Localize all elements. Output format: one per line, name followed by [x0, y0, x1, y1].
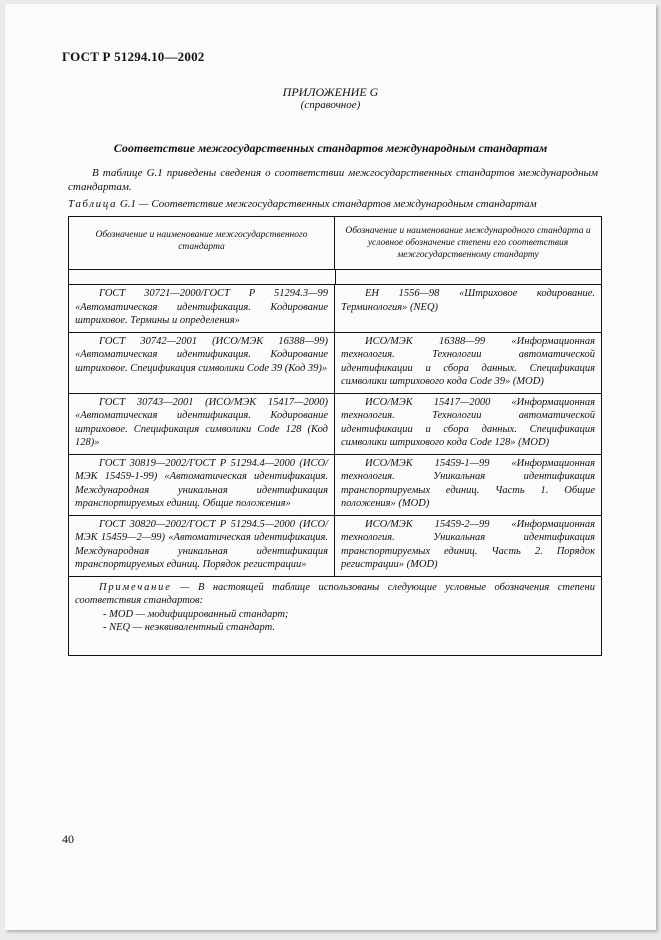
national-standard-cell: ГОСТ 30819—2002/ГОСТ Р 51294.4—2000 (ИСО/МЭК 15459-1-99) «Автоматическая идентификация. Международная уникальная идентификация транспортируемых единиц. Общие положения»	[69, 455, 335, 515]
document-page	[5, 4, 656, 930]
document-code: ГОСТ Р 51294.10—2002	[62, 49, 205, 64]
column-header-international: Обозначение и наименование международного стандарта и условное обозначение степени его соответствия межгосударственному стандарту	[345, 226, 591, 260]
table-row	[69, 332, 601, 393]
note-item-neq: - NEQ — неэквивалентный стандарт.	[103, 622, 275, 633]
international-standard-cell: ИСО/МЭК 15459-2—99 «Информационная технология. Уникальная идентификация транспортируемых единиц. Часть 2. Порядок регистрации» (MOD)	[341, 518, 595, 570]
note-paragraph	[75, 581, 595, 608]
table-note	[69, 576, 601, 655]
table-header-row	[69, 217, 601, 270]
note-item-mod: - MOD — модифицированный стандарт;	[103, 608, 289, 620]
table-row	[69, 515, 601, 576]
table-caption	[68, 198, 537, 210]
international-standard-cell: ИСО/МЭК 15459-1—99 «Информационная технология. Уникальная идентификация транспортируемых единиц. Часть 1. Общие положения» (MOD)	[341, 457, 595, 509]
table-spacer-row	[69, 270, 601, 284]
national-standard-cell: ГОСТ 30820—2002/ГОСТ Р 51294.5—2000 (ИСО/МЭК 15459—2—99) «Автоматическая идентификация. Международная уникальная идентификация транспортируемых единиц. Порядок регистрации»	[69, 516, 335, 576]
intro-paragraph: В таблице G.1 приведены сведения о соответствии межгосударственных стандартов международным стандартам.	[68, 167, 598, 193]
international-standard-cell: ИСО/МЭК 16388—99 «Информационная технология. Технологии автоматической идентификации и сбора данных. Спецификация символики штрихового кода Code 39» (MOD)	[341, 335, 595, 387]
annex-kind: (справочное)	[300, 99, 361, 111]
table-caption-text: G.1 — Соответствие межгосударственных стандартов международным стандартам	[119, 198, 537, 210]
note-text: — В настоящей таблице использованы следующие условные обозначения степени соответствия стандартов:	[75, 581, 595, 606]
table-caption-label: Таблица	[68, 198, 118, 210]
section-heading: Соответствие межгосударственных стандартов международным стандартам	[113, 141, 548, 155]
annex-title: ПРИЛОЖЕНИЕ G	[282, 85, 379, 99]
international-standard-cell: ЕН 1556—98 «Штриховое кодирование. Терминология» (NEQ)	[341, 288, 595, 313]
table-row	[69, 454, 601, 515]
page-number: 40	[62, 832, 74, 846]
national-standard-cell: ГОСТ 30721—2000/ГОСТ Р 51294.3—99 «Автоматическая идентификация. Кодирование штриховое. Термины и определения»	[69, 285, 335, 332]
table-row	[69, 284, 601, 332]
spacer-cell	[336, 270, 602, 284]
column-header-national: Обозначение и наименование межгосударственного стандарта	[69, 217, 335, 269]
annex-title-block	[5, 86, 656, 112]
note-label: Примечание	[99, 581, 172, 593]
standards-table	[68, 216, 602, 656]
table-row	[69, 393, 601, 454]
national-standard-cell: ГОСТ 30743—2001 (ИСО/МЭК 15417—2000) «Автоматическая идентификация. Кодирование штриховое. Спецификация символики Code 128 (Код 128)»	[69, 394, 335, 454]
national-standard-cell: ГОСТ 30742—2001 (ИСО/МЭК 16388—99) «Автоматическая идентификация. Кодирование штриховое. Спецификация символики Code 39 (Код 39)»	[69, 333, 335, 393]
international-standard-cell: ИСО/МЭК 15417—2000 «Информационная технология. Технологии автоматической идентификации и сбора данных. Спецификация символики штрихового кода Code 128» (MOD)	[341, 396, 595, 448]
spacer-cell	[69, 270, 336, 284]
